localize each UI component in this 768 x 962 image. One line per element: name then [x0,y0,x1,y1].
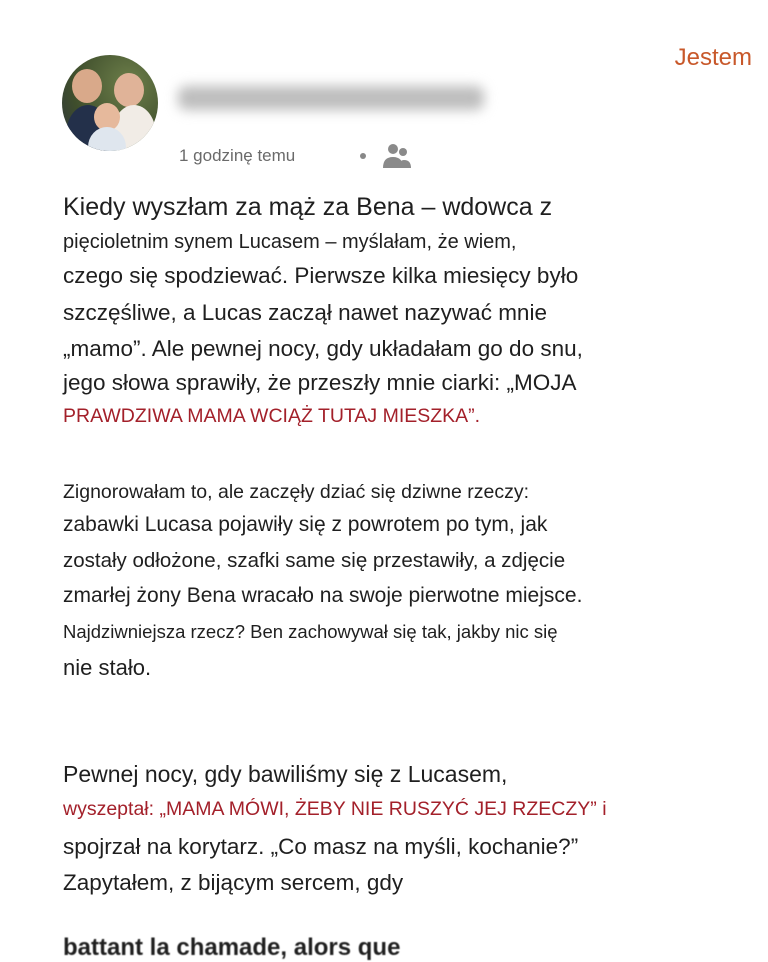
post-line: nie stało. [63,655,152,680]
post-line: battant la chamade, alors que [63,934,401,961]
timestamp[interactable]: 1 godzinę temu [179,146,296,165]
post-line: zostały odłożone, szafki same się przestawiły, a zdjęcie [63,549,566,572]
post-line: „mamo”. Ale pewnej nocy, gdy układałam go do snu, [63,336,583,361]
post-line: zabawki Lucasa pojawiły się z powrotem po tym, jak [63,513,548,536]
post-line: Pewnej nocy, gdy bawiliśmy się z Lucasem, [63,761,508,787]
author-name-blurred[interactable] [178,86,484,110]
separator-dot [360,153,366,159]
post-line: Zapytałem, z bijącym sercem, gdy [63,870,404,895]
post-line: jego słowa sprawiły, że przeszły mnie ciarki: „MOJA [63,370,577,395]
jestem-button[interactable]: Jestem [674,44,752,71]
post-line: zmarłej żony Bena wracało na swoje pierwotne miejsce. [63,584,583,607]
group-icon [382,142,412,170]
post-line: czego się spodziewać. Pierwsze kilka miesięcy było [63,263,579,288]
post-line: spojrzał na korytarz. „Co masz na myśli, kochanie?” [63,834,579,859]
post-line-highlight: PRAWDZIWA MAMA WCIĄŻ TUTAJ MIESZKA”. [63,405,481,427]
post-line: Zignorowałam to, ale zaczęły dziać się dziwne rzeczy: [63,481,530,503]
avatar[interactable] [62,55,158,151]
post-line-highlight: wyszeptał: „MAMA MÓWI, ŻEBY NIE RUSZYĆ JEJ RZECZY” i [63,798,607,820]
post-line: Najdziwniejsza rzecz? Ben zachowywał się tak, jakby nic się [63,621,558,642]
post-line: Kiedy wyszłam za mąż za Bena – wdowca z [63,193,553,221]
post-line: pięcioletnim synem Lucasem – myślałam, że wiem, [63,231,517,253]
post-line: szczęśliwe, a Lucas zaczął nawet nazywać mnie [63,300,547,325]
